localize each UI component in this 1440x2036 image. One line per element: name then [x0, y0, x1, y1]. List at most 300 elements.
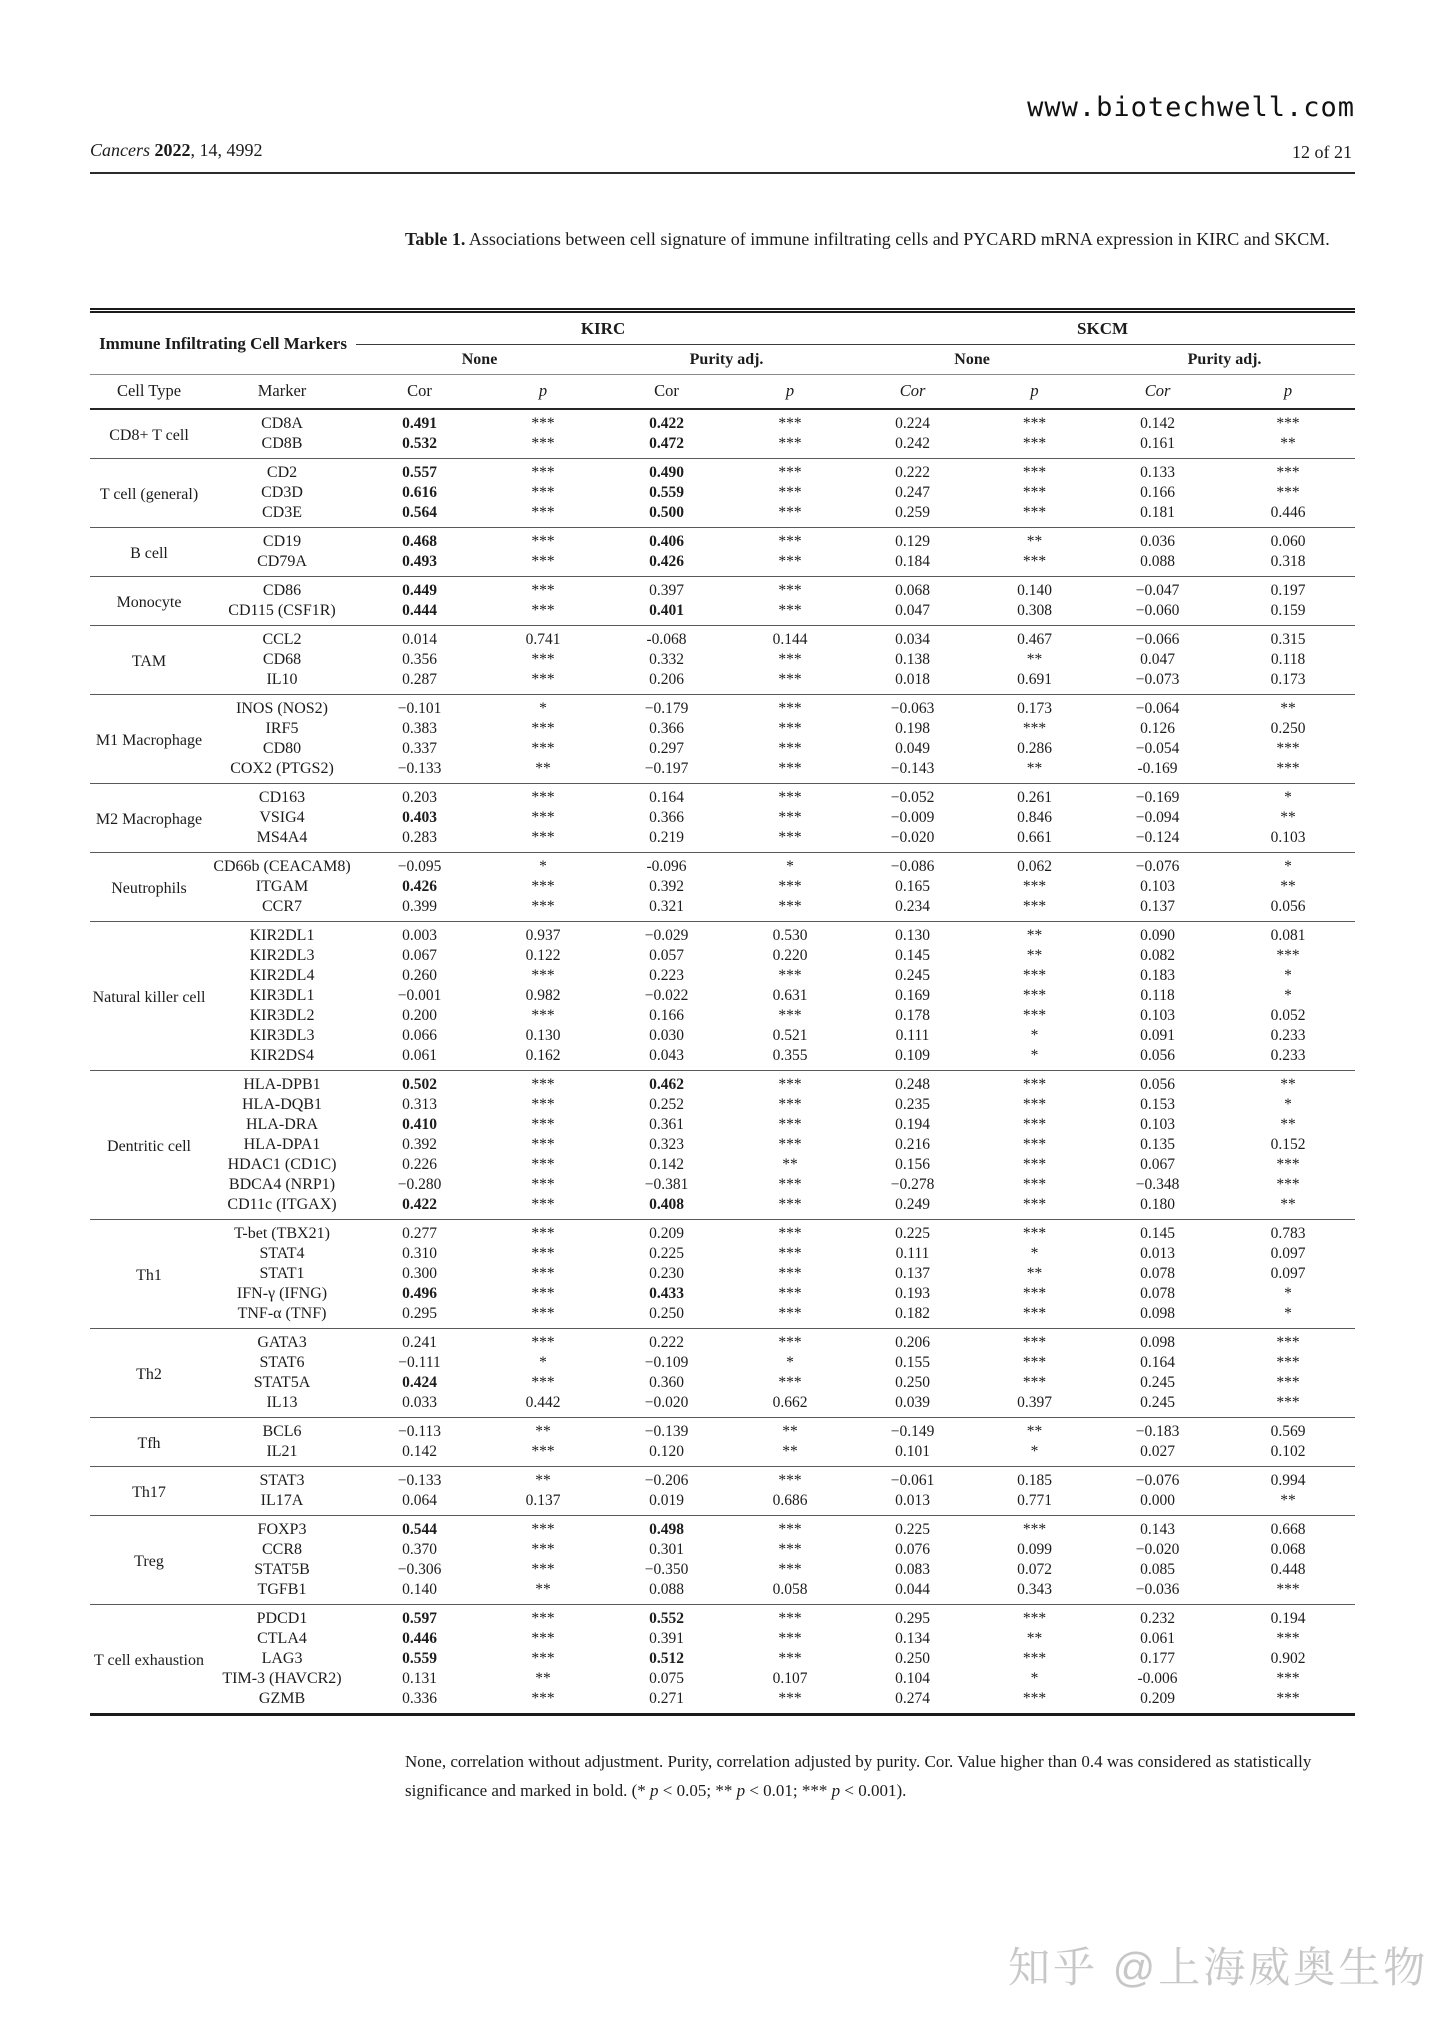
marker-label: IL13 — [266, 1393, 298, 1411]
p-value: *** — [1022, 1284, 1047, 1302]
cor-value: 0.225 — [850, 1219, 975, 1244]
table-row — [90, 966, 1355, 986]
p-value: *** — [778, 877, 802, 895]
p-value: 0.355 — [772, 1046, 808, 1064]
cor-value: 0.133 — [1094, 458, 1221, 483]
cor-value: 0.067 — [402, 946, 437, 964]
cor-value: 0.433 — [649, 1284, 684, 1302]
marker-label: GATA3 — [208, 1328, 356, 1353]
cor-value: 0.014 — [356, 625, 483, 650]
p-value: *** — [531, 1115, 555, 1133]
p-value: 0.994 — [1221, 1466, 1355, 1491]
cor-value: 0.066 — [402, 1026, 437, 1044]
p-value: * — [1221, 783, 1355, 808]
table-row — [90, 1135, 1355, 1155]
table-row — [90, 1070, 1355, 1095]
cor-value: 0.200 — [402, 1006, 437, 1024]
cor-value: −0.133 — [397, 759, 442, 777]
cor-value: −0.061 — [850, 1466, 975, 1491]
p-value: 0.056 — [1270, 897, 1306, 915]
p-value: *** — [778, 650, 802, 668]
cor-value: 0.493 — [402, 552, 437, 570]
p-value: *** — [531, 650, 555, 668]
p-value: *** — [730, 527, 850, 552]
cor-value: -0.096 — [603, 852, 730, 877]
marker-label: TNF-α (TNF) — [237, 1304, 327, 1322]
p-value: 0.159 — [1270, 601, 1306, 619]
cor-value: 0.410 — [402, 1115, 437, 1133]
cell-type-label: Neutrophils — [90, 852, 208, 921]
cor-value: −0.076 — [1094, 1466, 1221, 1491]
cor-value: 0.155 — [895, 1353, 930, 1371]
cor-value: -0.169 — [1137, 759, 1178, 777]
cor-value: −0.179 — [603, 694, 730, 719]
cor-value: 0.250 — [895, 1649, 930, 1667]
cor-value: 0.216 — [895, 1135, 930, 1153]
cor-value: 0.103 — [1140, 1115, 1175, 1133]
cell-type-label: Th1 — [90, 1219, 208, 1328]
p-value: *** — [730, 1466, 850, 1491]
cor-value: −0.124 — [1135, 828, 1180, 846]
cor-value: 0.090 — [1094, 921, 1221, 946]
p-value: 0.233 — [1270, 1046, 1306, 1064]
cor-value: −0.280 — [397, 1175, 442, 1193]
table-row — [90, 1264, 1355, 1284]
p-value: *** — [531, 670, 555, 688]
cor-value: 0.082 — [1140, 946, 1175, 964]
marker-label: KIR2DS4 — [250, 1046, 315, 1064]
cor-value: 0.206 — [850, 1328, 975, 1353]
p-value: *** — [1022, 552, 1047, 570]
cor-value: 0.502 — [356, 1070, 483, 1095]
p-value: *** — [778, 1175, 802, 1193]
table-row — [90, 1604, 1355, 1629]
table-row — [90, 483, 1355, 503]
p-value: *** — [778, 897, 802, 915]
cor-value: 0.183 — [1140, 966, 1175, 984]
p-value: *** — [1276, 759, 1300, 777]
p-value: ** — [1026, 1629, 1043, 1647]
p-value: 0.107 — [772, 1669, 808, 1687]
column-header-1: Marker — [208, 375, 356, 409]
p-value: *** — [1276, 1175, 1300, 1193]
p-value: *** — [1276, 1689, 1300, 1707]
marker-label: STAT5B — [254, 1560, 310, 1578]
marker-label: FOXP3 — [208, 1515, 356, 1540]
cor-value: 0.142 — [1094, 409, 1221, 434]
cor-value: 0.250 — [895, 1373, 930, 1391]
p-value: *** — [531, 1135, 555, 1153]
p-value: *** — [1022, 986, 1047, 1004]
p-value: ** — [730, 1417, 850, 1442]
column-group-skcm: SKCM — [850, 311, 1355, 345]
table-row — [90, 670, 1355, 695]
cor-value: 0.131 — [402, 1669, 437, 1687]
cor-value: 0.300 — [402, 1264, 437, 1282]
marker-label: KIR2DL1 — [208, 921, 356, 946]
marker-label: IRF5 — [265, 719, 299, 737]
table-row — [90, 946, 1355, 966]
cor-value: 0.194 — [895, 1115, 930, 1133]
cor-value: 0.468 — [356, 527, 483, 552]
p-value: ** — [782, 1155, 798, 1173]
p-value: 0.197 — [1221, 576, 1355, 601]
p-value: 0.661 — [1017, 828, 1052, 846]
p-value: ** — [1026, 946, 1043, 964]
p-value: *** — [778, 1264, 802, 1282]
marker-label: CD66b (CEACAM8) — [208, 852, 356, 877]
cor-value: 0.177 — [1140, 1649, 1175, 1667]
p-value: 0.072 — [1017, 1560, 1052, 1578]
marker-label: INOS (NOS2) — [208, 694, 356, 719]
marker-label: IL21 — [266, 1442, 298, 1460]
cor-value: −0.029 — [603, 921, 730, 946]
p-value: *** — [730, 1328, 850, 1353]
table-footnote: None, correlation without adjustment. Purity, correlation adjusted by purity. Cor. Value higher than 0.4 was considered as statistically significance and marked in bold. (* p < 0.05; ** p < 0.01; *** p < 0.001). — [405, 1752, 1312, 1800]
column-header-2: Cor — [356, 375, 483, 409]
cor-value: 0.164 — [603, 783, 730, 808]
cor-value: 0.392 — [402, 1135, 437, 1153]
cell-type-label: TAM — [90, 625, 208, 694]
subgroup-kirc-purity-adj-: Purity adj. — [603, 345, 850, 375]
cor-value: 0.408 — [649, 1195, 684, 1213]
p-value: *** — [531, 1244, 555, 1262]
p-value: *** — [531, 503, 555, 521]
cor-value: 0.180 — [1140, 1195, 1175, 1213]
cor-value: 0.120 — [649, 1442, 684, 1460]
cor-value: 0.166 — [1140, 483, 1175, 501]
p-value: *** — [1022, 1135, 1047, 1153]
p-value: *** — [730, 1515, 850, 1540]
cor-value: 0.287 — [402, 670, 437, 688]
cor-value: 0.370 — [402, 1540, 437, 1558]
cor-value: −0.094 — [1135, 808, 1180, 826]
cor-value: 0.532 — [402, 434, 437, 452]
p-value: *** — [1022, 1373, 1047, 1391]
cor-value: 0.557 — [356, 458, 483, 483]
cor-value: 0.078 — [1140, 1284, 1175, 1302]
cor-value: 0.449 — [356, 576, 483, 601]
p-value: 0.937 — [483, 921, 603, 946]
table-row — [90, 601, 1355, 626]
p-value: *** — [778, 1006, 802, 1024]
p-value: *** — [778, 1304, 802, 1322]
cor-value: 0.491 — [356, 409, 483, 434]
marker-label: IL10 — [266, 670, 298, 688]
journal-year: 2022 — [154, 140, 191, 160]
cor-value: 0.235 — [895, 1095, 930, 1113]
cor-value: −0.348 — [1135, 1175, 1180, 1193]
p-value: ** — [1026, 650, 1043, 668]
column-header-5: p — [730, 375, 850, 409]
cell-type-label: Monocyte — [90, 576, 208, 625]
p-value: *** — [1022, 966, 1047, 984]
p-value: 0.691 — [1017, 670, 1052, 688]
p-value: ** — [535, 759, 551, 777]
cor-value: 0.033 — [402, 1393, 437, 1411]
cor-value: 0.130 — [850, 921, 975, 946]
cor-value: 0.260 — [402, 966, 437, 984]
journal-citation — [90, 140, 263, 161]
p-value: *** — [778, 434, 802, 452]
p-value: ** — [535, 1580, 551, 1598]
table-row — [90, 719, 1355, 739]
marker-label: CCL2 — [208, 625, 356, 650]
cor-value: 0.156 — [895, 1155, 930, 1173]
marker-label: PDCD1 — [208, 1604, 356, 1629]
cor-value: 0.336 — [402, 1689, 437, 1707]
marker-label: GZMB — [258, 1689, 306, 1707]
p-value: 0.982 — [525, 986, 561, 1004]
cor-value: 0.234 — [895, 897, 930, 915]
column-header-8: Cor — [1094, 375, 1221, 409]
p-value: *** — [730, 458, 850, 483]
marker-label: KIR2DL3 — [249, 946, 315, 964]
column-header-3: p — [483, 375, 603, 409]
cor-value: −0.020 — [890, 828, 935, 846]
p-value: ** — [975, 1417, 1094, 1442]
p-value: 0.686 — [772, 1491, 808, 1509]
cor-value: 0.422 — [402, 1195, 437, 1213]
p-value: *** — [1276, 946, 1300, 964]
table-row — [90, 434, 1355, 459]
cor-value: 0.301 — [649, 1540, 684, 1558]
marker-label: CD79A — [257, 552, 307, 570]
cor-value: 0.134 — [895, 1629, 930, 1647]
cor-value: 0.138 — [895, 650, 930, 668]
cor-value: 0.222 — [850, 458, 975, 483]
table-row — [90, 503, 1355, 528]
cor-value: 0.403 — [402, 808, 437, 826]
cor-value: −0.197 — [644, 759, 689, 777]
p-value: *** — [778, 601, 802, 619]
cor-value: −0.001 — [397, 986, 442, 1004]
table-row — [90, 1353, 1355, 1373]
cor-value: −0.073 — [1135, 670, 1180, 688]
cell-type-label: Th17 — [90, 1466, 208, 1515]
p-value: 0.152 — [1270, 1135, 1306, 1153]
p-value: *** — [778, 759, 802, 777]
p-value: *** — [1022, 1689, 1047, 1707]
table-row — [90, 1304, 1355, 1329]
marker-label: KIR3DL1 — [249, 986, 315, 1004]
p-value: * — [1284, 986, 1292, 1004]
cell-type-label: Th2 — [90, 1328, 208, 1417]
cell-type-label: T cell exhaustion — [90, 1604, 208, 1714]
journal-volume: , 14, 4992 — [190, 140, 263, 160]
marker-label: TIM-3 (HAVCR2) — [222, 1669, 342, 1687]
p-value: ** — [483, 1466, 603, 1491]
table-row — [90, 1560, 1355, 1580]
cell-type-label: Dentritic cell — [90, 1070, 208, 1219]
table-row — [90, 1219, 1355, 1244]
table-row — [90, 897, 1355, 922]
cor-value: 0.222 — [603, 1328, 730, 1353]
marker-label: ITGAM — [255, 877, 309, 895]
p-value: 0.530 — [730, 921, 850, 946]
cor-value: 0.544 — [356, 1515, 483, 1540]
marker-label: KIR3DL3 — [249, 1026, 315, 1044]
column-header-4: Cor — [603, 375, 730, 409]
p-value: *** — [483, 409, 603, 434]
p-value: 0.668 — [1221, 1515, 1355, 1540]
p-value: *** — [531, 434, 555, 452]
cor-value: 0.153 — [1140, 1095, 1175, 1113]
marker-label: CD8A — [208, 409, 356, 434]
p-value: *** — [1276, 1393, 1300, 1411]
p-value: 0.118 — [1270, 650, 1306, 668]
p-value: *** — [531, 1629, 555, 1647]
cor-value: 0.019 — [649, 1491, 684, 1509]
cor-value: 0.075 — [649, 1669, 684, 1687]
cor-value: 0.184 — [895, 552, 930, 570]
cor-value: 0.310 — [402, 1244, 437, 1262]
p-value: *** — [778, 1095, 802, 1113]
p-value: *** — [531, 1095, 555, 1113]
p-value: *** — [1221, 1328, 1355, 1353]
cor-value: 0.076 — [895, 1540, 930, 1558]
cor-value: 0.166 — [649, 1006, 684, 1024]
p-value: *** — [1276, 1669, 1300, 1687]
p-value: *** — [730, 1219, 850, 1244]
p-value: *** — [975, 1328, 1094, 1353]
p-value: *** — [1022, 434, 1047, 452]
table-row — [90, 1328, 1355, 1353]
marker-label: CCR8 — [262, 1540, 303, 1558]
cor-value: 0.143 — [1094, 1515, 1221, 1540]
cor-value: 0.401 — [649, 601, 684, 619]
cor-value: 0.277 — [356, 1219, 483, 1244]
p-value: *** — [531, 1264, 555, 1282]
header-divider — [90, 172, 1355, 174]
marker-label: HLA-DRA — [246, 1115, 318, 1133]
p-value: *** — [531, 877, 555, 895]
p-value: 0.060 — [1221, 527, 1355, 552]
p-value: 0.220 — [772, 946, 808, 964]
p-value: ** — [1280, 808, 1296, 826]
cor-value: 0.098 — [1140, 1304, 1175, 1322]
cor-value: −0.139 — [603, 1417, 730, 1442]
table-row — [90, 1095, 1355, 1115]
p-value: 0.081 — [1221, 921, 1355, 946]
subgroup-skcm-purity-adj-: Purity adj. — [1094, 345, 1355, 375]
p-value: *** — [1221, 458, 1355, 483]
table-row — [90, 576, 1355, 601]
cor-value: 0.145 — [895, 946, 930, 964]
table-row — [90, 527, 1355, 552]
cor-value: 0.013 — [1140, 1244, 1175, 1262]
cor-value: −0.350 — [644, 1560, 689, 1578]
cor-value: −0.306 — [397, 1560, 442, 1578]
table-row — [90, 1649, 1355, 1669]
table-row — [90, 1540, 1355, 1560]
p-value: *** — [531, 601, 555, 619]
cor-value: −0.020 — [644, 1393, 689, 1411]
p-value: * — [1284, 1304, 1292, 1322]
p-value: *** — [531, 1540, 555, 1558]
marker-label: CD163 — [208, 783, 356, 808]
cor-value: 0.247 — [895, 483, 930, 501]
cor-value: 0.283 — [402, 828, 437, 846]
p-value: *** — [531, 739, 555, 757]
p-value: 0.058 — [772, 1580, 808, 1598]
cor-value: 0.360 — [649, 1373, 684, 1391]
column-group-markers: Immune Infiltrating Cell Markers — [90, 311, 356, 375]
p-value: *** — [483, 1515, 603, 1540]
cor-value: 0.259 — [895, 503, 930, 521]
cor-value: 0.426 — [402, 877, 437, 895]
cor-value: 0.295 — [402, 1304, 437, 1322]
p-value: *** — [531, 1284, 555, 1302]
column-header-9: p — [1221, 375, 1355, 409]
cor-value: 0.397 — [603, 576, 730, 601]
p-value: 0.467 — [975, 625, 1094, 650]
p-value: 0.315 — [1221, 625, 1355, 650]
table-row — [90, 650, 1355, 670]
p-value: *** — [531, 1195, 555, 1213]
p-value: ** — [1026, 759, 1043, 777]
p-value: *** — [483, 1070, 603, 1095]
cor-value: −0.009 — [890, 808, 935, 826]
table-row — [90, 1195, 1355, 1220]
table-row — [90, 808, 1355, 828]
cor-value: 0.003 — [356, 921, 483, 946]
p-value: *** — [730, 1604, 850, 1629]
cor-value: 0.223 — [649, 966, 684, 984]
cor-value: 0.182 — [895, 1304, 930, 1322]
cor-value: 0.118 — [1140, 986, 1175, 1004]
cor-value: −0.101 — [356, 694, 483, 719]
table-row — [90, 1006, 1355, 1026]
cor-value: 0.203 — [356, 783, 483, 808]
cor-value: 0.297 — [649, 739, 684, 757]
cor-value: 0.137 — [895, 1264, 930, 1282]
p-value: * — [483, 852, 603, 877]
marker-label: CD19 — [208, 527, 356, 552]
p-value: *** — [1022, 1095, 1047, 1113]
website-watermark: www.biotechwell.com — [1027, 92, 1355, 123]
page-number: 12 of 21 — [1292, 142, 1352, 162]
p-value: *** — [531, 1649, 555, 1667]
cor-value: 0.085 — [1140, 1560, 1175, 1578]
cor-value: 0.337 — [402, 739, 437, 757]
cor-value: 0.383 — [402, 719, 437, 737]
cor-value: −0.149 — [850, 1417, 975, 1442]
p-value: *** — [483, 527, 603, 552]
table-row — [90, 1284, 1355, 1304]
p-value: *** — [1022, 877, 1047, 895]
cor-value: 0.181 — [1140, 503, 1175, 521]
p-value: *** — [975, 1219, 1094, 1244]
cor-value: −0.020 — [1135, 1540, 1180, 1558]
cor-value: 0.552 — [603, 1604, 730, 1629]
cor-value: 0.049 — [895, 739, 930, 757]
cor-value: 0.361 — [649, 1115, 684, 1133]
p-value: * — [1221, 852, 1355, 877]
cor-value: 0.242 — [895, 434, 930, 452]
marker-label: IL17A — [260, 1491, 304, 1509]
marker-label: CD68 — [262, 650, 302, 668]
marker-label: STAT4 — [259, 1244, 305, 1262]
p-value: 0.318 — [1270, 552, 1306, 570]
p-value: *** — [778, 1135, 802, 1153]
marker-label: HLA-DPA1 — [243, 1135, 321, 1153]
cor-value: −0.143 — [890, 759, 935, 777]
cor-value: 0.044 — [895, 1580, 930, 1598]
p-value: 0.103 — [1270, 828, 1306, 846]
table-row — [90, 783, 1355, 808]
p-value: 0.173 — [1270, 670, 1306, 688]
